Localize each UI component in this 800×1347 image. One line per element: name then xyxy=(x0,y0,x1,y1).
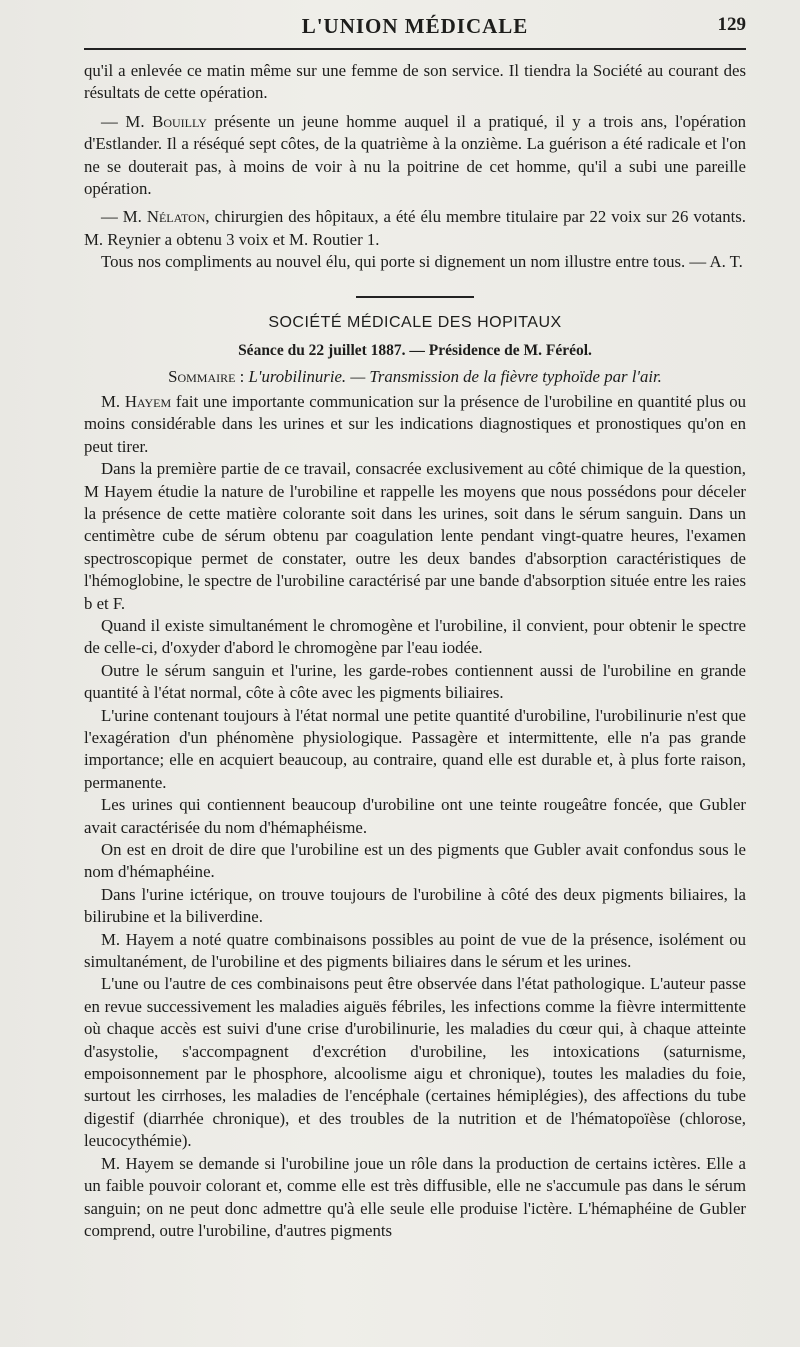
content-paragraph-10: L'une ou l'autre de ces combinaisons peut être observée dans l'état pathologique. L'auteur passe en revue successivement les maladies aiguës fébriles, les infections comme la fièvre intermittente où chaque accès est suivi d'une crise d'urobilinurie, les maladies du cœur qui, à chaque atteinte d'asystolie, s'accompagnent d'excrétion d'urobiline, les intoxications (saturnisme, empoisonnement par le phosphore, alcoolisme aigu et chronique), toutes les maladies du foie, surtout les cirrhoses, les maladies de l'encéphale (certaines hémiplégies), des affections du tube digestif (diarrhée chronique), et des troubles de la nutrition et de l'hématopoïèse (chlorose, leucocythémie). xyxy=(84,974,746,1151)
content-paragraph-7: On est en droit de dire que l'urobiline est un des pigments que Gubler avait confondus sous le nom d'hémaphéine. xyxy=(84,840,746,882)
intro-paragraph-4: Tous nos compliments au nouvel élu, qui porte si dignement un nom illustre entre tous. — A. T. xyxy=(101,252,743,272)
content-paragraph-5: L'urine contenant toujours à l'état normal une petite quantité d'urobiline, l'urobilinurie n'est que l'exagération d'un phénomène physiologique. Passagère et intermittente, elle n'a pas grande importance; elle en acquiert beaucoup, au contraire, quand elle est durable et, à plus forte raison, permanente. xyxy=(84,705,746,792)
summary-line xyxy=(84,366,746,388)
content-paragraph-1-text: fait une importante communication sur la présence de l'urobiline en quantité plus ou moins considérable dans les urines et sur les indications diagnostiques et pronostiques qu'on en peut tirer. xyxy=(84,391,746,456)
summary-items: L'urobilinurie. — Transmission de la fièvre typhoïde par l'air. xyxy=(248,367,662,387)
content-paragraph-1 xyxy=(84,391,746,458)
intro-paragraph-2 xyxy=(84,111,746,201)
intro-paragraph-2-text: présente un jeune homme auquel il a pratiqué, il y a trois ans, l'opération d'Estlander. Il a réséqué sept côtes, de la quatrième à la onzième. La guérison a été radicale et l'on ne se douterait pas, à moins de voir à nu la poitrine de cet homme, qu'il a subi une pareille opération. xyxy=(84,111,747,199)
intro-paragraph-3-text: chirurgien des hôpitaux, a été élu membre titulaire par 22 voix sur 26 votants. M. Reynier a obtenu 3 voix et M. Routier 1. xyxy=(84,207,746,249)
section-title: SOCIÉTÉ MÉDICALE DES HOPITAUX xyxy=(268,313,562,331)
running-title: L'UNION MÉDICALE xyxy=(301,14,529,38)
session-line: Séance du 22 juillet 1887. — Présidence de M. Féréol. xyxy=(238,342,592,360)
speaker-name: — M. Nélaton, xyxy=(101,207,210,227)
content-paragraph-9: M. Hayem a noté quatre combinaisons possibles au point de vue de la présence, isolément ou simultanément, de l'urobiline et des pigments biliaires dans le sérum et les urines. xyxy=(84,929,746,972)
speaker-name: — M. Bouilly xyxy=(101,111,207,131)
content-paragraph-3: Quand il existe simultanément le chromogène et l'urobiline, il convient, pour obtenir le spectre de celle-ci, d'oxyder d'abord le chromogène par l'eau iodée. xyxy=(84,615,746,658)
page-number: 129 xyxy=(717,14,746,35)
intro-paragraph-1: qu'il a enlevée ce matin même sur une femme de son service. Il tiendra la Société au courant des résultats de cette opération. xyxy=(84,61,746,103)
intro-paragraph-3 xyxy=(84,206,746,251)
page-body xyxy=(84,60,746,1242)
speaker-name: M. Hayem xyxy=(101,391,172,411)
content-paragraph-11: M. Hayem se demande si l'urobiline joue un rôle dans la production de certains ictères. Elle a un faible pouvoir colorant et, comme elle est très diffusible, elle ne s'accumule pas dans le sérum sanguin; on ne peut donc admettre qu'à elle seule elle produise l'ictère. L'hémaphéine de Gubler comprend, outre l'urobiline, d'autres pigments xyxy=(84,1153,746,1240)
page-header xyxy=(84,14,746,48)
section-divider xyxy=(356,296,474,298)
content-paragraph-8: Dans l'urine ictérique, on trouve toujours de l'urobiline à côté des deux pigments biliaires, la bilirubine et la biliverdine. xyxy=(84,884,746,927)
content-paragraph-4: Outre le sérum sanguin et l'urine, les garde-robes contiennent aussi de l'urobiline en grande quantité à l'état normal, côte à côte avec les pigments biliaires. xyxy=(84,660,746,703)
content-paragraph-6: Les urines qui contiennent beaucoup d'urobiline ont une teinte rougeâtre foncée, que Gubler avait caractérisée du nom d'hémaphéisme. xyxy=(84,795,746,837)
header-rule xyxy=(84,48,746,50)
summary-label: Sommaire : xyxy=(168,367,245,387)
content-paragraph-2: Dans la première partie de ce travail, consacrée exclusivement au côté chimique de la question, M Hayem étudie la nature de l'urobiline et rappelle les moyens que nous possédons pour déceler la présence de cette matière colorante soit dans les urines, soit dans le sérum sanguin. Dans un centimètre cube de sérum obtenu par coagulation lente pendant vingt-quatre heures, l'examen spectroscopique permet de constater, outre les deux bandes d'absorption caractéristiques de l'hémoglobine, le spectre de l'urobiline caractérisé par une bande d'absorption située entre les raies b et F. xyxy=(84,459,746,613)
